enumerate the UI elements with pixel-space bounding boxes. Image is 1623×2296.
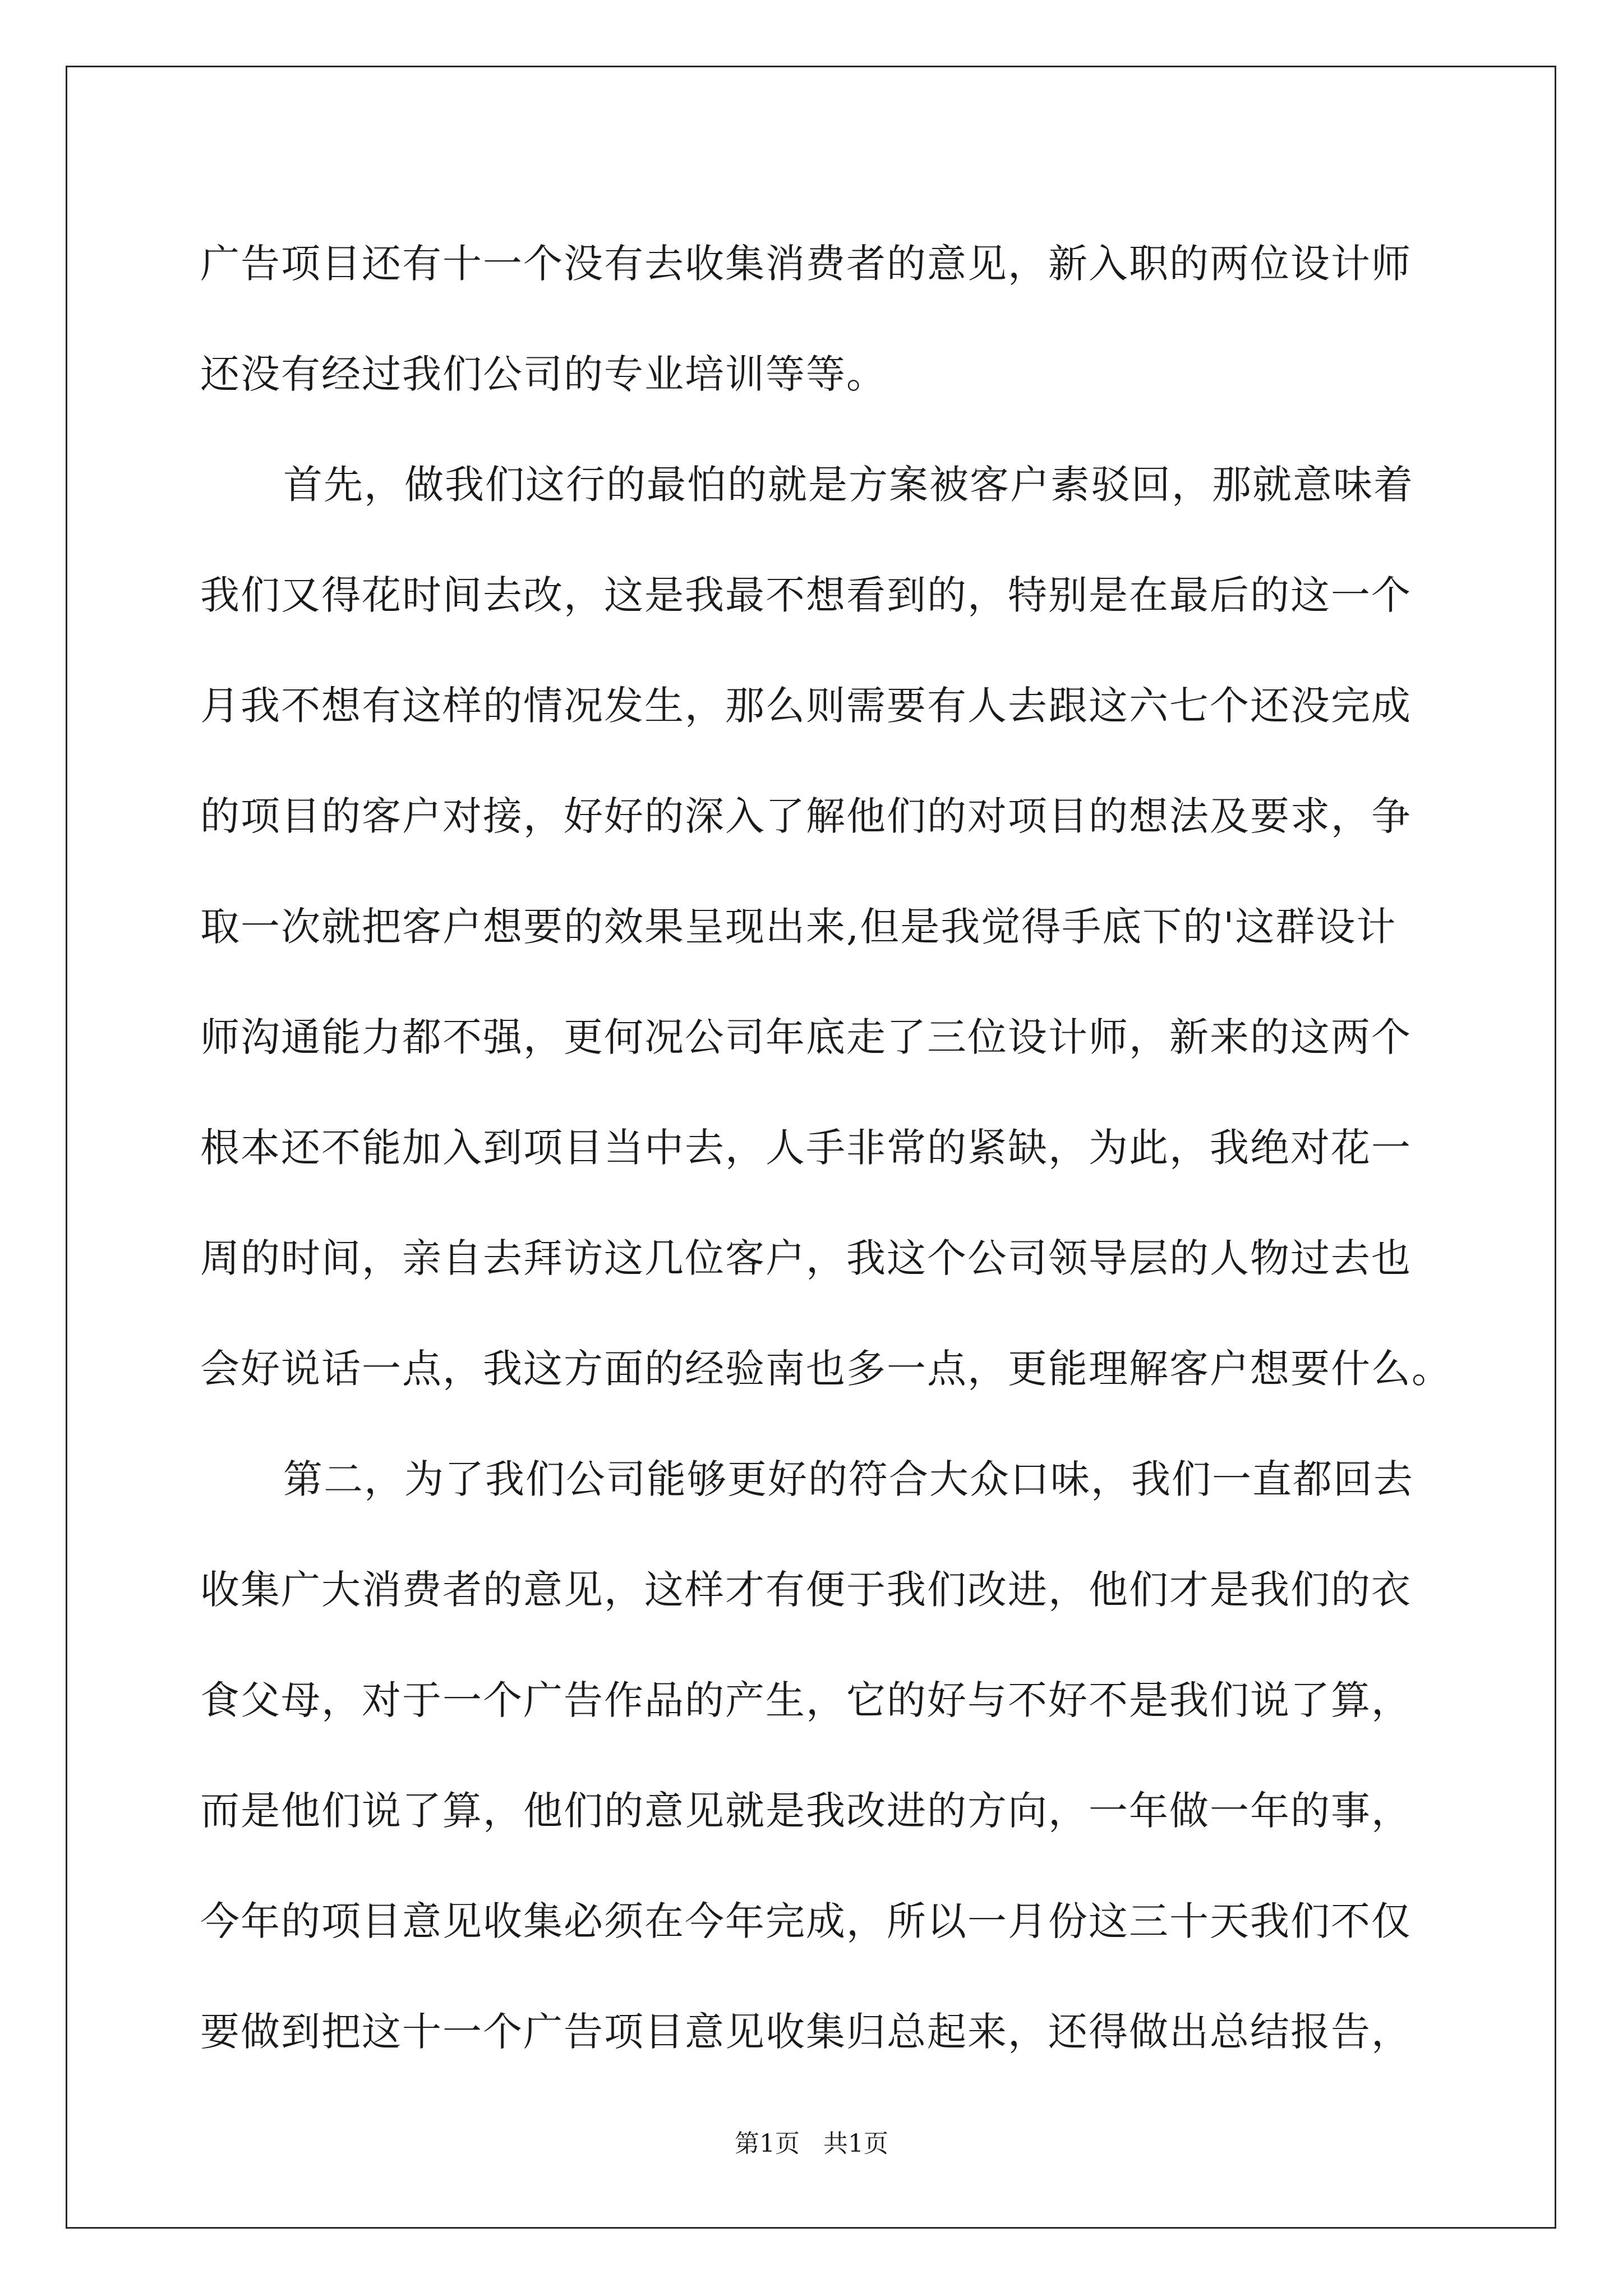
text-line: 月我不想有这样的情况发生，那么则需要有人去跟这六七个还没完成 (200, 683, 1412, 729)
text-line: 食父母，对于一个广告作品的产生，它的好与不好不是我们说了算， (200, 1677, 1412, 1723)
text-line: 取一次就把客户想要的效果呈现出来,但是我觉得手底下的'这群设计 (200, 904, 1397, 950)
text-line: 而是他们说了算，他们的意见就是我改进的方向，一年做一年的事， (200, 1788, 1412, 1834)
text-line: 收集广大消费者的意见，这样才有便于我们改进，他们才是我们的衣 (200, 1567, 1412, 1613)
text-line: 会好说话一点，我这方面的经验南也多一点，更能理解客户想要什么。 (200, 1346, 1452, 1392)
text-line: 我们又得花时间去改，这是我最不想看到的，特别是在最后的这一个 (200, 572, 1412, 618)
text-line: 周的时间，亲自去拜访这几位客户，我这个公司领导层的人物过去也 (200, 1235, 1412, 1281)
text-line: 师沟通能力都不强，更何况公司年底走了三位设计师，新来的这两个 (200, 1014, 1412, 1060)
paragraph-start-line: 首先，做我们这行的最怕的就是方案被客户素驳回，那就意味着 (283, 462, 1414, 508)
paragraph-start-line: 第二，为了我们公司能够更好的符合大众口味，我们一直都回去 (283, 1456, 1414, 1502)
page-total: 共1页 (823, 2129, 888, 2158)
page-footer (0, 2127, 1623, 2161)
text-line: 广告项目还有十一个没有去收集消费者的意见，新入职的两位设计师 (200, 241, 1412, 287)
document-body (200, 209, 1452, 2087)
text-line: 根本还不能加入到项目当中去，人手非常的紧缺，为此，我绝对花一 (200, 1125, 1412, 1171)
text-line: 还没有经过我们公司的专业培训等等。 (200, 351, 887, 397)
text-line: 的项目的客户对接，好好的深入了解他们的对项目的想法及要求，争 (200, 793, 1412, 839)
page-number: 第1页 (735, 2129, 800, 2158)
text-line: 要做到把这十一个广告项目意见收集归总起来，还得做出总结报告， (200, 2009, 1412, 2055)
text-line: 今年的项目意见收集必须在今年完成，所以一月份这三十天我们不仅 (200, 1898, 1412, 1944)
